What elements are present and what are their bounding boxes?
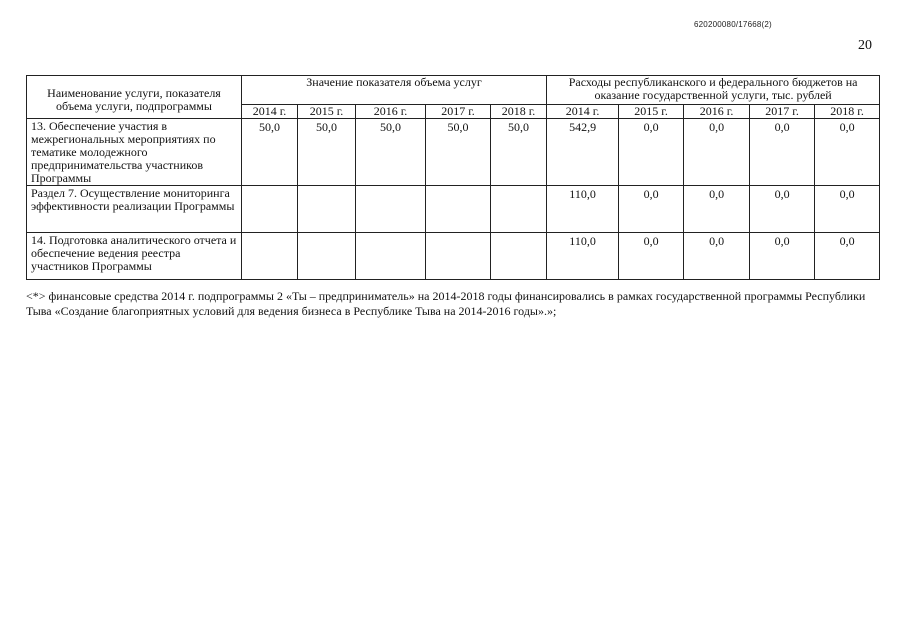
- column-group-volume: Значение показателя объема услуг: [242, 76, 547, 105]
- volume-cell: [356, 186, 426, 233]
- volume-cell: [298, 186, 356, 233]
- expense-cell: 0,0: [815, 119, 880, 186]
- page-number: 20: [858, 38, 872, 53]
- year-header: 2015 г.: [619, 105, 684, 119]
- year-header: 2017 г.: [750, 105, 815, 119]
- table-row: [27, 119, 880, 186]
- year-header: 2017 г.: [426, 105, 491, 119]
- column-group-expenses: Расходы республиканского и федерального бюджетов на оказание государственной услуги, тыс. рублей: [547, 76, 880, 105]
- expense-cell: 0,0: [750, 186, 815, 233]
- document-id: 620200080/17668(2): [694, 20, 772, 29]
- volume-cell: [426, 233, 491, 280]
- expense-cell: 0,0: [815, 186, 880, 233]
- volume-cell: [356, 233, 426, 280]
- expense-cell: 542,9: [547, 119, 619, 186]
- expense-cell: 0,0: [815, 233, 880, 280]
- expense-cell: 0,0: [684, 233, 750, 280]
- footnote: <*> финансовые средства 2014 г. подпрограммы 2 «Ты – предприниматель» на 2014-2018 годы финансировались в рамках государственной программы Республики Тыва «Создание благоприятных условий для ведения бизнеса в Республике Тыва на 2014-2016 годы».»;: [26, 289, 866, 318]
- expense-cell: 110,0: [547, 186, 619, 233]
- volume-cell: [242, 186, 298, 233]
- expense-cell: 0,0: [750, 233, 815, 280]
- column-header-name: Наименование услуги, показателя объема услуги, подпрограммы: [27, 76, 242, 119]
- services-table: [26, 75, 880, 280]
- volume-cell: [242, 233, 298, 280]
- expense-cell: 0,0: [684, 186, 750, 233]
- volume-cell: 50,0: [298, 119, 356, 186]
- volume-cell: 50,0: [491, 119, 547, 186]
- year-header: 2018 г.: [491, 105, 547, 119]
- year-header: 2016 г.: [684, 105, 750, 119]
- table-row: [27, 186, 880, 233]
- expense-cell: 0,0: [750, 119, 815, 186]
- row-name: 13. Обеспечение участия в межрегиональных мероприятиях по тематике молодежного предпринимательства участников Программы: [27, 119, 242, 186]
- row-name: 14. Подготовка аналитического отчета и обеспечение ведения реестра участников Программы: [27, 233, 242, 280]
- volume-cell: [298, 233, 356, 280]
- volume-cell: 50,0: [356, 119, 426, 186]
- volume-cell: 50,0: [242, 119, 298, 186]
- expense-cell: 0,0: [684, 119, 750, 186]
- year-header: 2016 г.: [356, 105, 426, 119]
- table-header-row: [27, 76, 880, 105]
- row-name: Раздел 7. Осуществление мониторинга эффективности реализации Программы: [27, 186, 242, 233]
- year-header: 2014 г.: [547, 105, 619, 119]
- expense-cell: 0,0: [619, 119, 684, 186]
- volume-cell: 50,0: [426, 119, 491, 186]
- volume-cell: [426, 186, 491, 233]
- year-header: 2018 г.: [815, 105, 880, 119]
- year-header: 2015 г.: [298, 105, 356, 119]
- volume-cell: [491, 233, 547, 280]
- table-row: [27, 233, 880, 280]
- year-header: 2014 г.: [242, 105, 298, 119]
- expense-cell: 110,0: [547, 233, 619, 280]
- expense-cell: 0,0: [619, 186, 684, 233]
- expense-cell: 0,0: [619, 233, 684, 280]
- volume-cell: [491, 186, 547, 233]
